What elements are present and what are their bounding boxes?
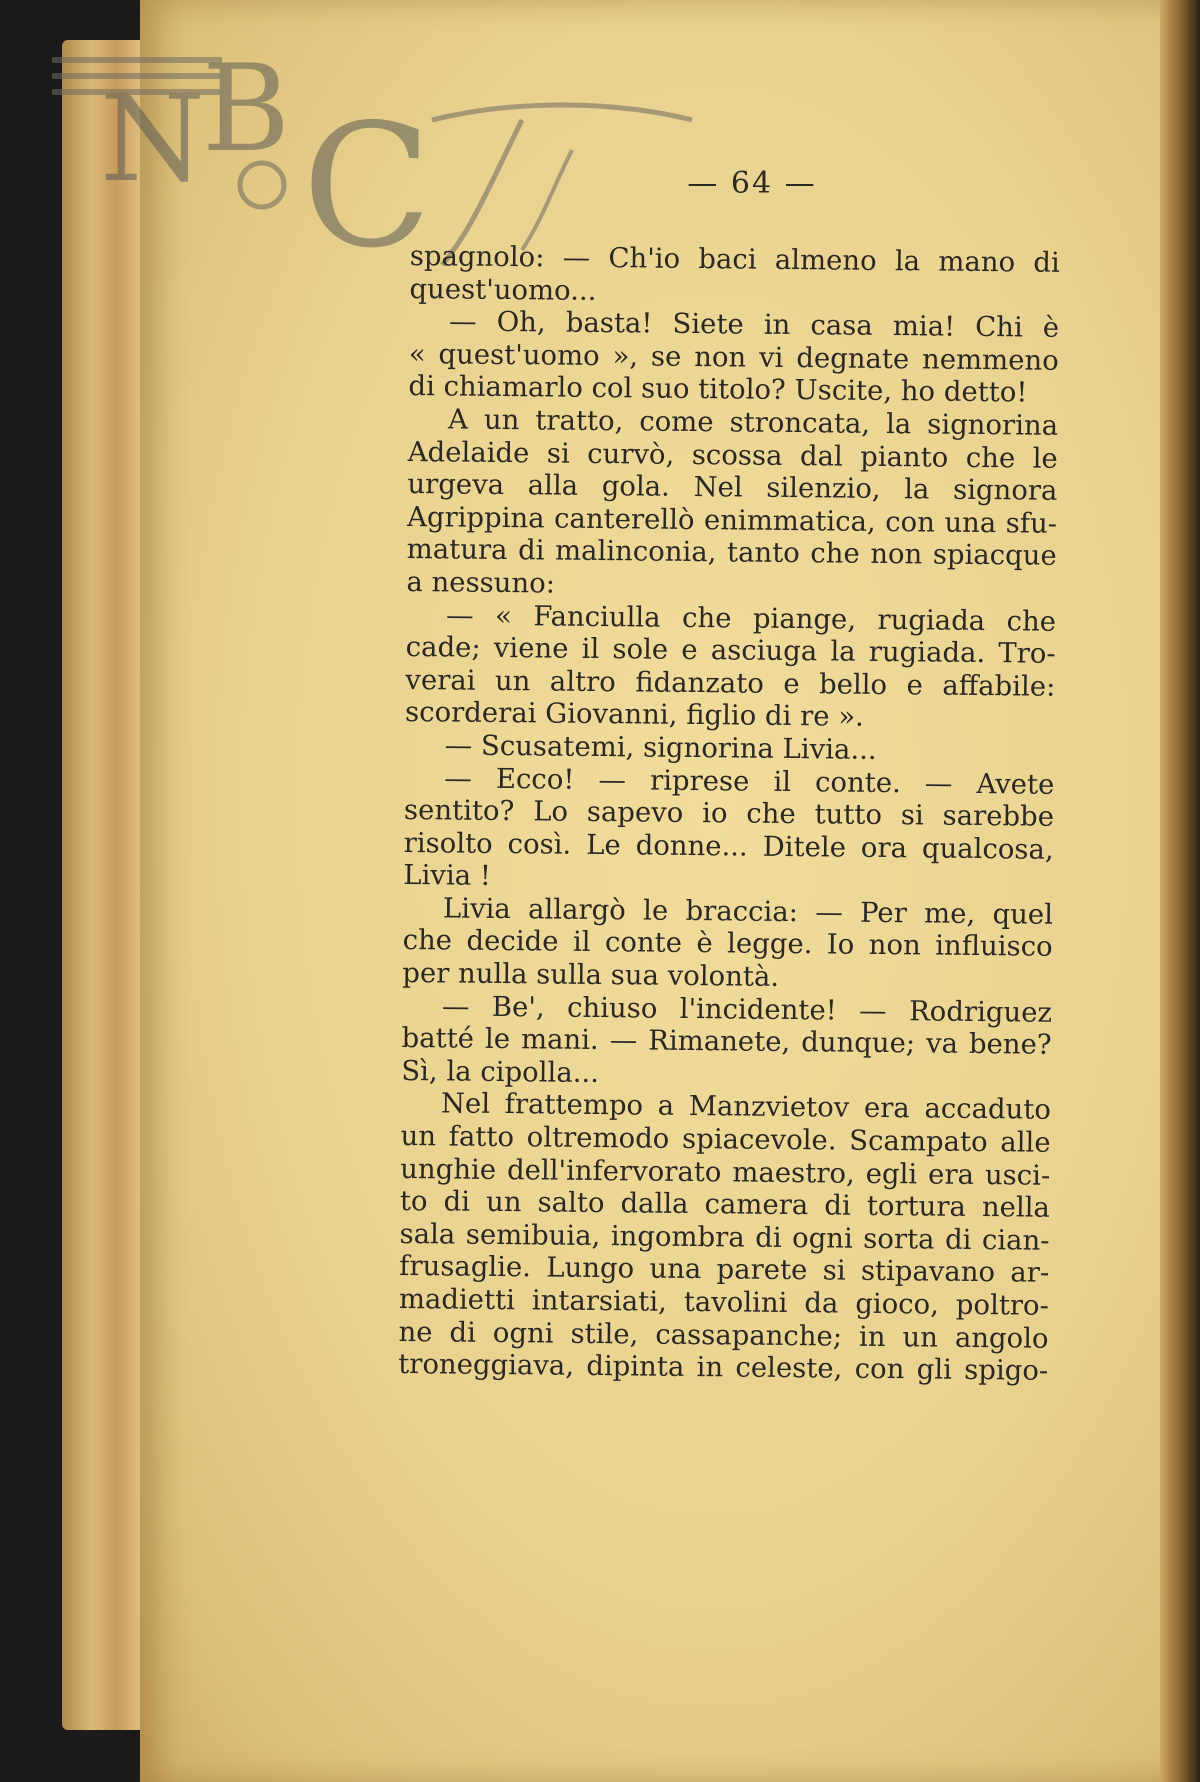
text-line: — Be', chiuso l'incidente! — Rodriguez: [441, 990, 1053, 1029]
text-line: Adelaide si curvò, scossa dal pianto che le: [407, 435, 1058, 475]
text-line: — Scusatemi, signorina Livia...: [444, 729, 877, 766]
text-line: urgeva alla gola. Nel silenzio, la signora: [407, 468, 1058, 507]
text-line: scorderai Giovanni, figlio di re ».: [404, 696, 865, 734]
text-line: verai un altro fidanzato e bello e affabile:: [405, 663, 1056, 703]
binding-shadow: [1160, 0, 1200, 1782]
text-line: A un tratto, come stroncata, la signorina: [447, 403, 1059, 442]
body-text: [398, 240, 1060, 1388]
text-line: — Oh, basta! Siete in casa mia! Chi è: [448, 305, 1060, 344]
text-line: cade; viene il sole e asciuga la rugiada. Tro-: [405, 631, 1056, 670]
text-line: Livia allargò le braccia: — Per me, quel: [442, 892, 1054, 931]
text-line: spagnolo: — Ch'io baci almeno la mano di: [409, 240, 1060, 279]
svg-text:C: C: [302, 88, 433, 280]
text-line: batté le mani. — Rimanete, dunque; va bene?: [401, 1022, 1052, 1062]
page-number: — 64 —: [687, 166, 817, 201]
text-line: unghie dell'infervorato maestro, egli era usci-: [400, 1152, 1051, 1192]
text-line: Agrippina canterellò enimmatica, con una sfu-: [406, 500, 1058, 540]
text-line: di chiamarlo col suo titolo? Uscite, ho detto!: [408, 370, 1028, 409]
text-line: ne di ogni stile, cassapanche; in un angolo: [398, 1315, 1049, 1355]
text-line: un fatto oltremodo spiacevole. Scampato alle: [400, 1119, 1051, 1159]
text-line: risolto così. Le donne... Ditele ora qualcosa,: [403, 826, 1054, 866]
text-line: to di un salto dalla camera di tortura nella: [399, 1185, 1051, 1224]
text-line: Livia !: [403, 859, 492, 893]
text-line: — Ecco! — riprese il conte. — Avete: [444, 761, 1055, 801]
text-line: Nel frattempo a Manzvietov era accaduto: [440, 1087, 1052, 1127]
text-line: matura di malinconia, tanto che non spiacque: [406, 533, 1057, 573]
text-line: per nulla sulla sua volontà.: [402, 957, 780, 993]
text-line: frusaglie. Lungo una parete si stipavano ar-: [399, 1250, 1050, 1290]
text-line: troneggiava, dipinta in celeste, con gli spigo-: [398, 1348, 1049, 1387]
text-line: — « Fanciulla che piange, rugiada che: [445, 598, 1057, 638]
text-line: « quest'uomo », se non vi degnate nemmeno: [408, 337, 1059, 377]
text-line: che decide il conte è legge. Io non influisco: [402, 924, 1053, 964]
text-line: a nessuno:: [406, 565, 556, 600]
text-line: quest'uomo...: [409, 272, 597, 307]
svg-text:B: B: [202, 40, 291, 179]
text-line: sentito? Lo sapevo io che tutto si sarebbe: [403, 794, 1055, 833]
svg-text:N: N: [100, 70, 205, 209]
text-line: sala semibuia, ingombra di ogni sorta di cian-: [399, 1217, 1050, 1257]
text-line: Sì, la cipolla...: [401, 1054, 600, 1089]
text-line: madietti intarsiati, tavolini da gioco, poltro-: [398, 1282, 1050, 1322]
